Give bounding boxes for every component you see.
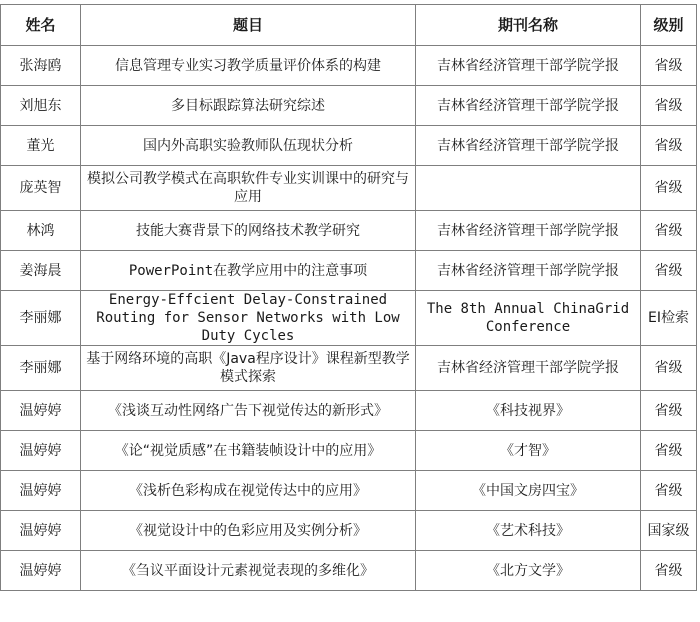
header-row — [1, 5, 697, 46]
paper-title: 《刍议平面设计元素视觉表现的多维化》 — [81, 551, 416, 591]
level: 省级 — [641, 211, 697, 251]
paper-title: 信息管理专业实习教学质量评价体系的构建 — [81, 46, 416, 86]
level: 省级 — [641, 86, 697, 126]
level: 省级 — [641, 251, 697, 291]
level: 省级 — [641, 431, 697, 471]
journal-name: The 8th Annual ChinaGrid Conference — [416, 291, 641, 346]
paper-title: 模拟公司教学模式在高职软件专业实训课中的研究与应用 — [81, 166, 416, 211]
journal-name: 吉林省经济管理干部学院学报 — [416, 86, 641, 126]
journal-name: 《中国文房四宝》 — [416, 471, 641, 511]
journal-name: 吉林省经济管理干部学院学报 — [416, 251, 641, 291]
journal-name: 吉林省经济管理干部学院学报 — [416, 211, 641, 251]
author-name: 姜海晨 — [1, 251, 81, 291]
journal-name: 吉林省经济管理干部学院学报 — [416, 46, 641, 86]
journal-name: 吉林省经济管理干部学院学报 — [416, 126, 641, 166]
level: 省级 — [641, 46, 697, 86]
table-row — [1, 126, 697, 166]
level: 省级 — [641, 126, 697, 166]
journal-name — [416, 166, 641, 211]
author-name: 温婷婷 — [1, 551, 81, 591]
journal-name: 《北方文学》 — [416, 551, 641, 591]
paper-title: 《浅谈互动性网络广告下视觉传达的新形式》 — [81, 391, 416, 431]
paper-title: 《视觉设计中的色彩应用及实例分析》 — [81, 511, 416, 551]
author-name: 温婷婷 — [1, 511, 81, 551]
author-name: 温婷婷 — [1, 471, 81, 511]
header-name: 姓名 — [1, 5, 81, 46]
level: 省级 — [641, 551, 697, 591]
author-name: 董光 — [1, 126, 81, 166]
paper-title: 国内外高职实验教师队伍现状分析 — [81, 126, 416, 166]
level: 省级 — [641, 346, 697, 391]
journal-name: 吉林省经济管理干部学院学报 — [416, 346, 641, 391]
level: 省级 — [641, 166, 697, 211]
table-row — [1, 46, 697, 86]
header-title: 题目 — [81, 5, 416, 46]
level: 省级 — [641, 391, 697, 431]
journal-name: 《科技视界》 — [416, 391, 641, 431]
author-name: 林鸿 — [1, 211, 81, 251]
paper-title: 《浅析色彩构成在视觉传达中的应用》 — [81, 471, 416, 511]
table-row — [1, 291, 697, 346]
table-row — [1, 471, 697, 511]
journal-name: 《艺术科技》 — [416, 511, 641, 551]
table-row — [1, 346, 697, 391]
level: 国家级 — [641, 511, 697, 551]
paper-title: 多目标跟踪算法研究综述 — [81, 86, 416, 126]
level: 省级 — [641, 471, 697, 511]
author-name: 李丽娜 — [1, 291, 81, 346]
header-journal: 期刊名称 — [416, 5, 641, 46]
table-row — [1, 431, 697, 471]
table-row — [1, 551, 697, 591]
table-row — [1, 166, 697, 211]
author-name: 温婷婷 — [1, 431, 81, 471]
paper-title: 基于网络环境的高职《Java程序设计》课程新型教学模式探索 — [81, 346, 416, 391]
table-row — [1, 251, 697, 291]
author-name: 庞英智 — [1, 166, 81, 211]
author-name: 刘旭东 — [1, 86, 81, 126]
table-row — [1, 511, 697, 551]
author-name: 温婷婷 — [1, 391, 81, 431]
table-row — [1, 391, 697, 431]
table-row — [1, 86, 697, 126]
journal-name: 《才智》 — [416, 431, 641, 471]
table-row — [1, 211, 697, 251]
paper-title: PowerPoint在教学应用中的注意事项 — [81, 251, 416, 291]
publications-table — [0, 4, 697, 591]
level: EI检索 — [641, 291, 697, 346]
author-name: 李丽娜 — [1, 346, 81, 391]
paper-title: 技能大赛背景下的网络技术教学研究 — [81, 211, 416, 251]
header-level: 级别 — [641, 5, 697, 46]
author-name: 张海鸥 — [1, 46, 81, 86]
paper-title: Energy-Effcient Delay-Constrained Routing for Sensor Networks with Low Duty Cycles — [81, 291, 416, 346]
paper-title: 《论“视觉质感”在书籍装帧设计中的应用》 — [81, 431, 416, 471]
